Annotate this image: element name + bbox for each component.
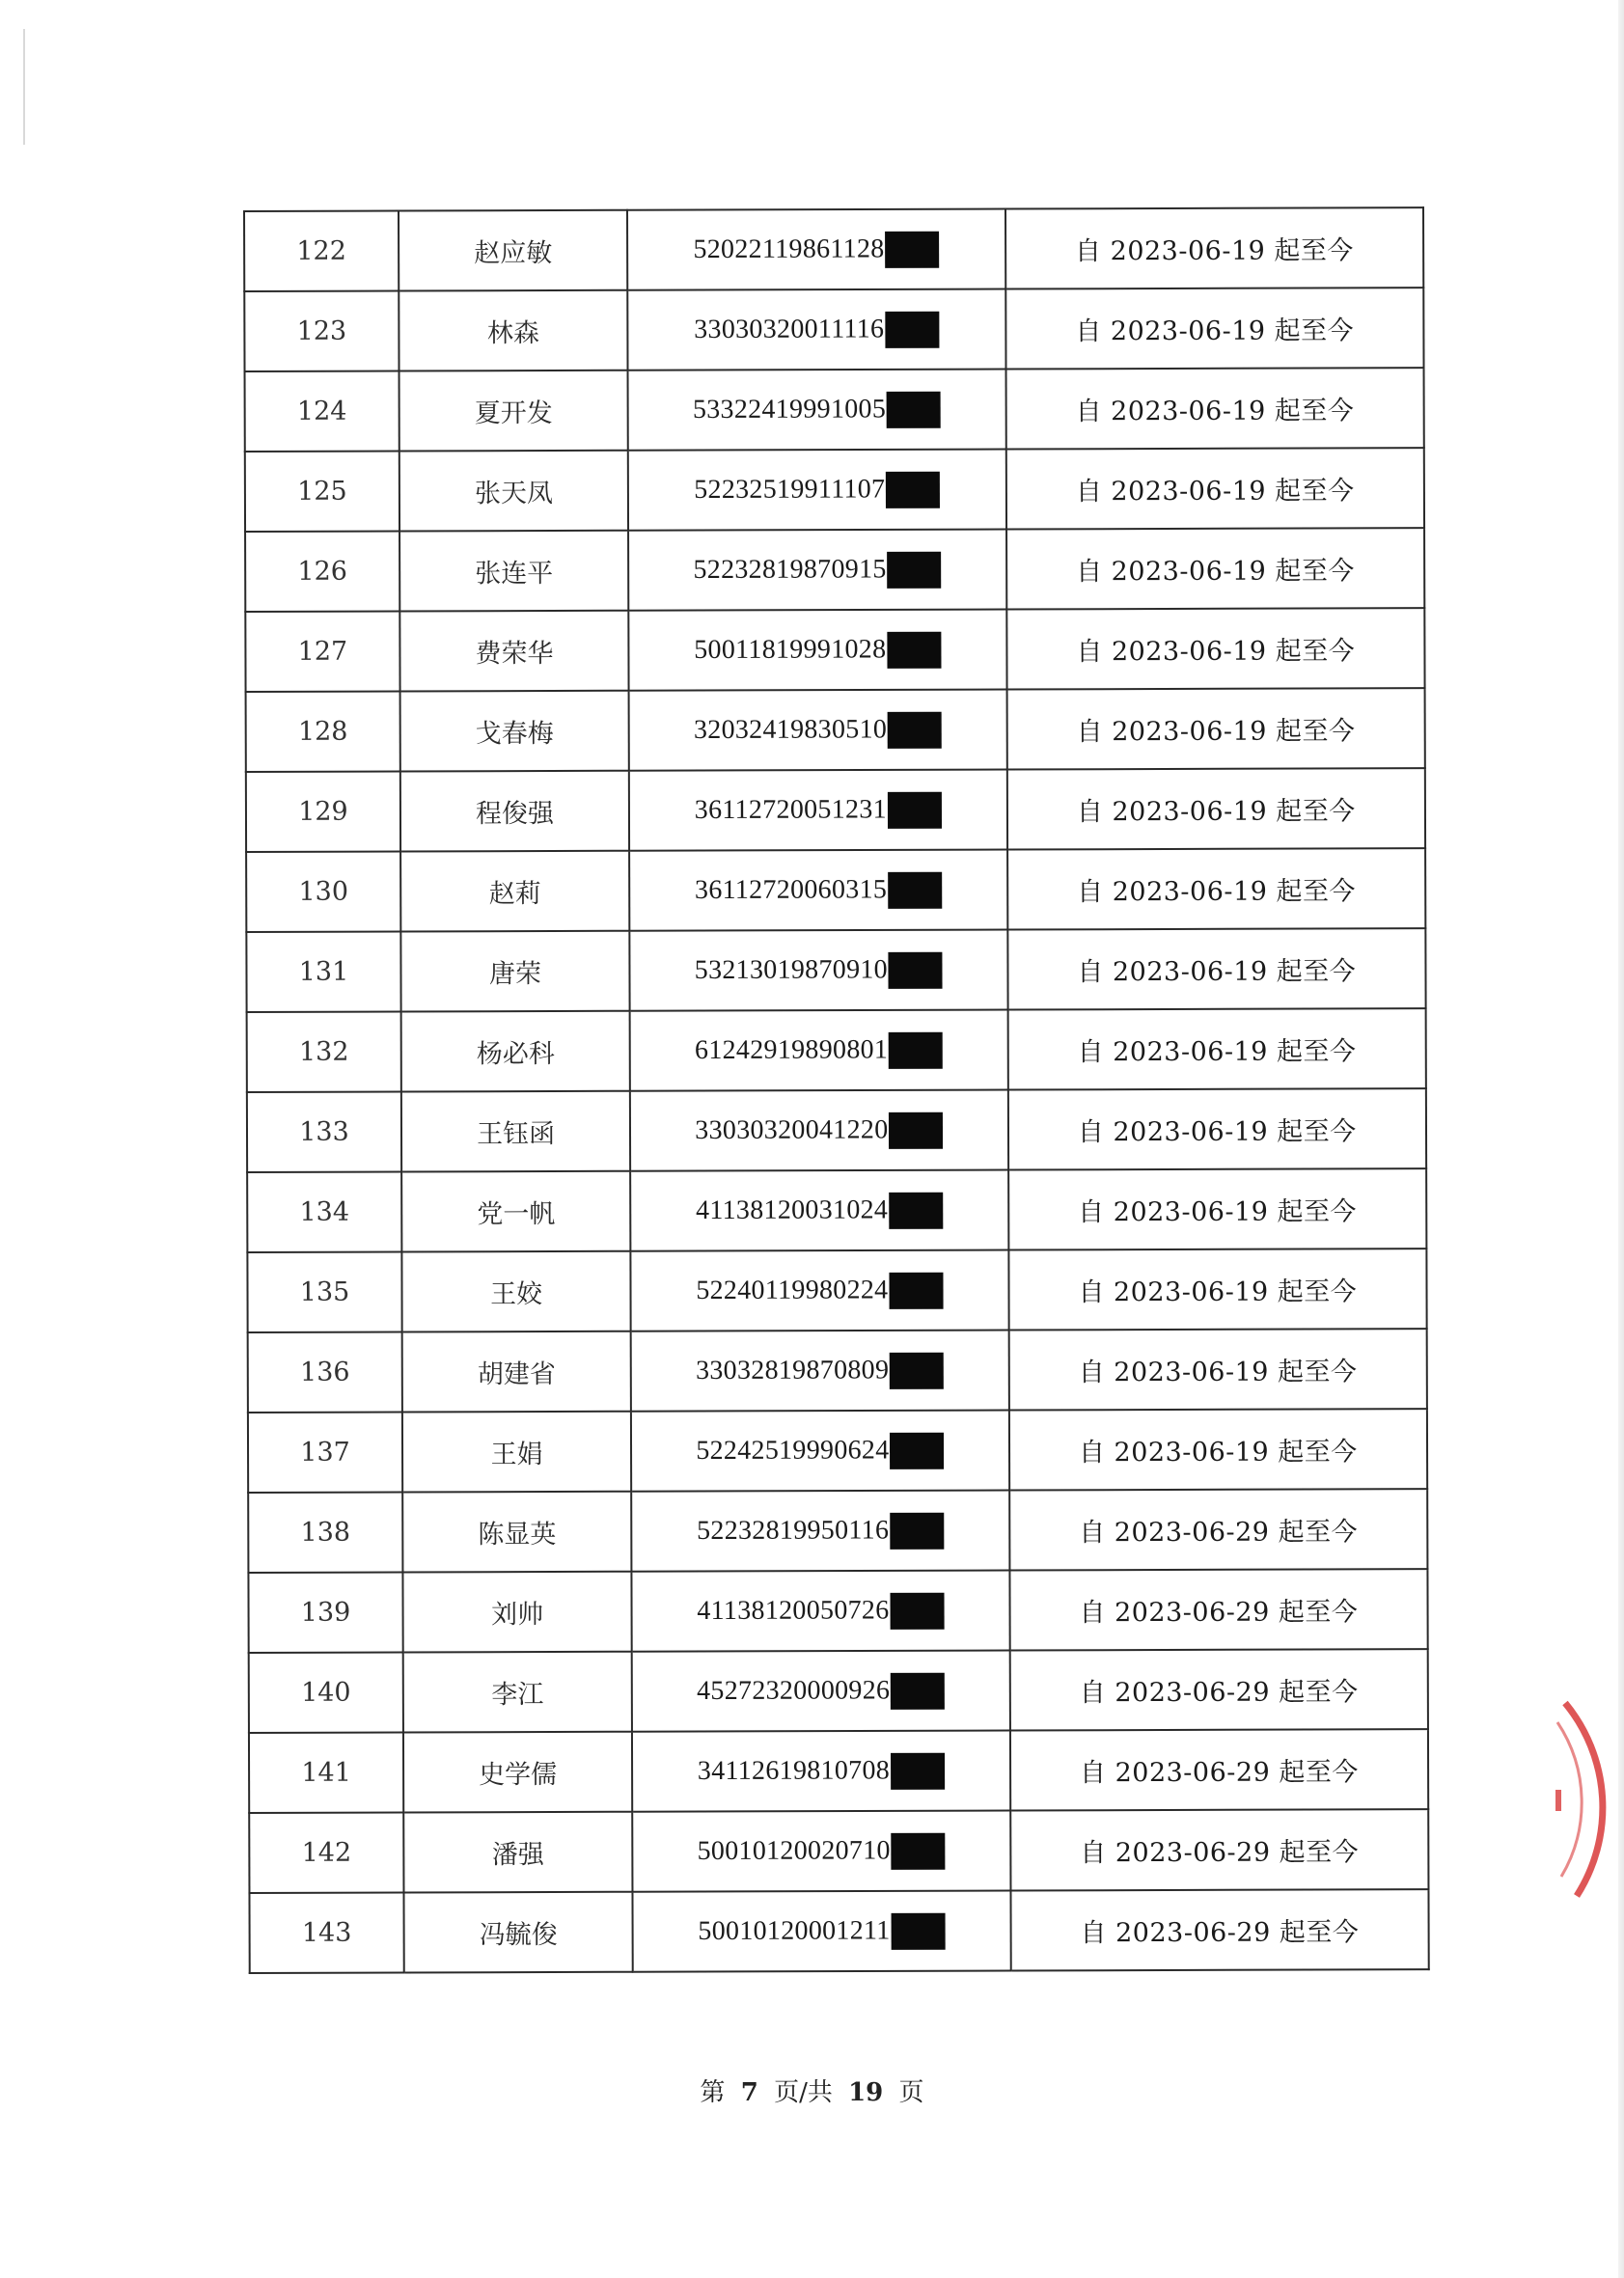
footer-suffix: 页 [898,2078,924,2107]
row-number: 122 [296,235,346,266]
id-number: 53213019870910 [694,953,888,985]
row-number: 141 [301,1757,351,1788]
row-number-cell [248,1331,402,1413]
name-cell [401,1011,630,1092]
start-date-text: 自 2023-06-29 起至今 [1079,1597,1359,1629]
person-name: 戈春梅 [475,718,554,750]
table-row [245,528,1424,612]
scan-edge-mark [23,29,25,145]
start-date-text: 自 2023-06-19 起至今 [1077,1116,1357,1148]
start-date-text: 自 2023-06-19 起至今 [1078,1437,1358,1468]
id-number-cell [631,1411,1009,1492]
redaction-block [892,1832,946,1869]
id-number-cell [630,1170,1008,1251]
name-cell [399,210,627,291]
person-name: 夏开发 [474,398,553,429]
start-date-text: 自 2023-06-29 起至今 [1080,1917,1360,1949]
id-number: 52022119861128 [693,233,885,264]
row-number-cell [246,691,400,772]
start-date-text: 自 2023-06-19 起至今 [1075,396,1355,427]
date-cell [1010,1729,1429,1810]
date-cell [1010,1809,1429,1890]
row-number-cell [249,1812,403,1893]
person-name: 刘帅 [491,1600,544,1631]
row-number: 132 [298,1036,349,1067]
name-cell [401,1091,630,1172]
date-cell [1007,848,1426,929]
table-row [247,1249,1426,1332]
row-number-cell [247,1171,401,1252]
date-cell [1008,1168,1427,1249]
id-number-cell [632,1731,1010,1812]
start-date-text: 自 2023-06-29 起至今 [1080,1837,1360,1869]
row-number: 136 [299,1357,350,1387]
id-number-cell [633,1891,1011,1972]
id-number: 33030320011116 [694,313,885,344]
row-number-cell [246,851,400,932]
redaction-block [890,1512,944,1549]
id-number: 45272320000926 [697,1674,891,1706]
person-name: 费荣华 [475,638,554,670]
name-cell [403,1812,632,1893]
id-number-cell [630,1010,1008,1091]
footer-page-number: 7 [740,2078,758,2107]
table-row [245,608,1424,692]
id-number-cell [631,1331,1009,1412]
table-row [245,448,1424,532]
id-number: 52242519990624 [696,1434,890,1466]
table-row [244,207,1423,291]
id-number: 36112720060315 [694,873,888,905]
row-number-cell [245,451,399,532]
start-date-text: 自 2023-06-19 起至今 [1076,716,1356,748]
table-row [249,1649,1428,1733]
person-name: 王钰函 [477,1118,556,1150]
redaction-block [891,1672,945,1709]
start-date-text: 自 2023-06-19 起至今 [1074,235,1354,267]
id-number-cell [631,1250,1009,1331]
name-cell [403,1892,632,1973]
start-date-text: 自 2023-06-19 起至今 [1077,956,1357,988]
id-number: 41138120031024 [695,1194,889,1225]
start-date-text: 自 2023-06-19 起至今 [1077,876,1357,908]
redaction-block [890,1592,944,1629]
table-row [248,1569,1427,1653]
date-cell [1005,288,1424,369]
page-footer [0,2072,1624,2108]
row-number-cell [247,1251,401,1332]
redaction-block [887,631,941,668]
row-number-cell [245,531,399,612]
person-name: 史学儒 [479,1759,558,1791]
person-name: 林森 [486,318,539,349]
scan-right-edge [1618,0,1624,2278]
id-number: 33030320041220 [695,1113,889,1145]
start-date-text: 自 2023-06-29 起至今 [1079,1757,1359,1789]
row-number-cell [244,290,399,371]
date-cell [1009,1569,1428,1650]
name-cell [402,1572,631,1653]
table-row [249,1809,1428,1893]
start-date-text: 自 2023-06-19 起至今 [1076,556,1355,588]
start-date-text: 自 2023-06-19 起至今 [1076,796,1356,828]
id-number-cell [632,1571,1010,1652]
redaction-block [889,1031,943,1068]
row-number: 137 [300,1437,350,1468]
name-cell [402,1331,631,1413]
row-number: 133 [299,1116,349,1147]
date-cell [1006,688,1425,769]
table-row [246,928,1425,1012]
redaction-block [889,1192,943,1228]
footer-total-pages: 19 [848,2078,884,2107]
start-date-text: 自 2023-06-29 起至今 [1079,1677,1359,1709]
row-number-cell [249,1652,403,1733]
date-cell [1007,928,1426,1009]
redaction-block [891,1752,945,1789]
id-number-cell [632,1811,1010,1892]
row-number-cell [244,210,399,291]
name-cell [399,531,628,612]
id-number: 52232519911107 [694,473,886,505]
row-number-cell [248,1492,402,1573]
redaction-block [887,391,941,427]
table-row [247,1088,1426,1172]
redaction-block [885,231,939,267]
start-date-text: 自 2023-06-19 起至今 [1078,1196,1358,1228]
person-name: 唐荣 [488,959,542,990]
date-cell [1006,608,1425,689]
roster-table [243,206,1430,1974]
date-cell [1005,207,1424,288]
person-name: 杨必科 [476,1038,555,1070]
start-date-text: 自 2023-06-19 起至今 [1076,636,1356,668]
person-name: 胡建省 [477,1359,556,1390]
name-cell [400,851,629,932]
row-number: 143 [301,1917,352,1948]
name-cell [399,290,627,371]
id-number: 32032419830510 [693,713,888,745]
row-number-cell [249,1732,403,1813]
redaction-block [888,871,942,908]
row-number: 129 [298,796,348,827]
footer-middle: 页/共 [774,2078,833,2107]
redaction-block [889,1112,943,1148]
row-number-cell [249,1892,403,1973]
date-cell [1007,1008,1426,1089]
person-name: 程俊强 [475,798,555,830]
table-row [244,288,1423,371]
date-cell [1007,1088,1426,1169]
name-cell [400,691,629,772]
name-cell [400,771,629,852]
id-number-cell [630,1090,1008,1171]
person-name: 李江 [491,1680,544,1711]
date-cell [1009,1489,1428,1570]
redaction-block [888,551,942,588]
id-number-cell [627,209,1005,290]
footer-prefix: 第 [700,2078,726,2107]
id-number-cell [632,1651,1010,1732]
table-row [246,768,1425,852]
id-number: 41138120050726 [697,1594,890,1626]
row-number-cell [246,931,400,1012]
date-cell [1005,368,1424,449]
table-row [246,688,1425,772]
id-number-cell [631,1491,1009,1572]
name-cell [402,1412,631,1493]
row-number-cell [247,1091,401,1172]
row-number: 135 [299,1276,350,1307]
row-number-cell [247,1011,401,1092]
row-number: 126 [297,556,347,587]
id-number-cell [627,289,1005,371]
start-date-text: 自 2023-06-19 起至今 [1078,1276,1358,1308]
person-name: 党一帆 [477,1198,556,1230]
row-number: 123 [296,316,347,346]
row-number: 124 [296,396,347,426]
id-number-cell [629,850,1007,931]
redaction-block [890,1432,944,1468]
row-number: 127 [297,636,348,667]
id-number: 34112619810708 [697,1754,891,1786]
table-row [248,1329,1427,1413]
row-number: 140 [300,1677,351,1708]
id-number: 33032819870809 [695,1354,890,1386]
table-row [248,1409,1427,1493]
table-row [246,848,1425,932]
table-row [245,368,1424,452]
id-number-cell [628,530,1006,611]
id-number: 61242919890801 [694,1033,889,1065]
id-number: 53322419991005 [692,393,887,425]
id-number-cell [629,690,1007,771]
row-number-cell [246,771,400,852]
table-row [248,1489,1427,1573]
redaction-block [886,471,940,508]
start-date-text: 自 2023-06-29 起至今 [1079,1517,1359,1549]
name-cell [399,371,628,452]
person-name: 王姣 [490,1279,543,1310]
person-name: 赵应敏 [474,237,553,269]
redaction-block [889,951,943,988]
id-number: 50010120001211 [698,1914,891,1946]
id-number-cell [628,370,1006,451]
start-date-text: 自 2023-06-19 起至今 [1078,1357,1358,1388]
row-number-cell [248,1412,402,1493]
table-row [247,1008,1426,1092]
name-cell [400,931,629,1012]
redaction-block [890,1352,944,1388]
person-name: 潘强 [491,1840,544,1871]
id-number-cell [629,930,1007,1011]
date-cell [1006,528,1425,609]
date-cell [1009,1649,1428,1730]
person-name: 张连平 [475,558,554,590]
row-number-cell [248,1572,402,1653]
start-date-text: 自 2023-06-19 起至今 [1075,476,1355,508]
date-cell [1009,1409,1428,1490]
id-number: 52232819950116 [697,1514,890,1546]
row-number-cell [245,371,399,452]
name-cell [403,1732,632,1813]
redaction-block [889,1272,943,1308]
person-name: 王娟 [490,1440,543,1470]
redaction-block [888,711,942,748]
redaction-block [888,791,942,828]
person-name: 赵莉 [488,879,541,910]
date-cell [1010,1889,1429,1970]
id-number: 52240119980224 [696,1274,889,1305]
date-cell [1008,1329,1427,1410]
redaction-block [891,1912,945,1949]
row-number: 130 [298,876,349,907]
id-number: 36112720051231 [694,793,887,825]
row-number: 134 [299,1196,350,1227]
table-row [247,1168,1426,1252]
row-number: 142 [301,1837,352,1868]
table-row [249,1889,1428,1973]
roster-table-body [244,207,1429,1973]
row-number: 138 [300,1517,351,1548]
name-cell [403,1652,632,1733]
id-number-cell [628,450,1006,531]
person-name: 冯毓俊 [479,1919,558,1951]
person-name: 张天凤 [474,478,554,509]
id-number: 50011819991028 [694,633,887,665]
red-seal-stamp [1555,1693,1624,1906]
date-cell [1005,448,1424,529]
row-number: 131 [298,956,349,987]
id-number-cell [628,610,1006,691]
redaction-block [885,311,939,347]
person-name: 陈显英 [478,1519,557,1551]
id-number-cell [629,770,1007,851]
start-date-text: 自 2023-06-19 起至今 [1075,316,1355,347]
start-date-text: 自 2023-06-19 起至今 [1077,1036,1357,1068]
name-cell [399,451,628,532]
table-row [249,1729,1428,1813]
date-cell [1006,768,1425,849]
name-cell [401,1251,630,1332]
id-number: 50010120020710 [697,1834,891,1866]
row-number: 125 [297,476,347,507]
id-number: 52232819870915 [693,553,887,585]
row-number: 128 [297,716,348,747]
row-number: 139 [300,1597,351,1628]
row-number-cell [245,611,399,692]
name-cell [401,1171,630,1252]
date-cell [1008,1249,1427,1330]
name-cell [402,1492,631,1573]
name-cell [399,611,628,692]
